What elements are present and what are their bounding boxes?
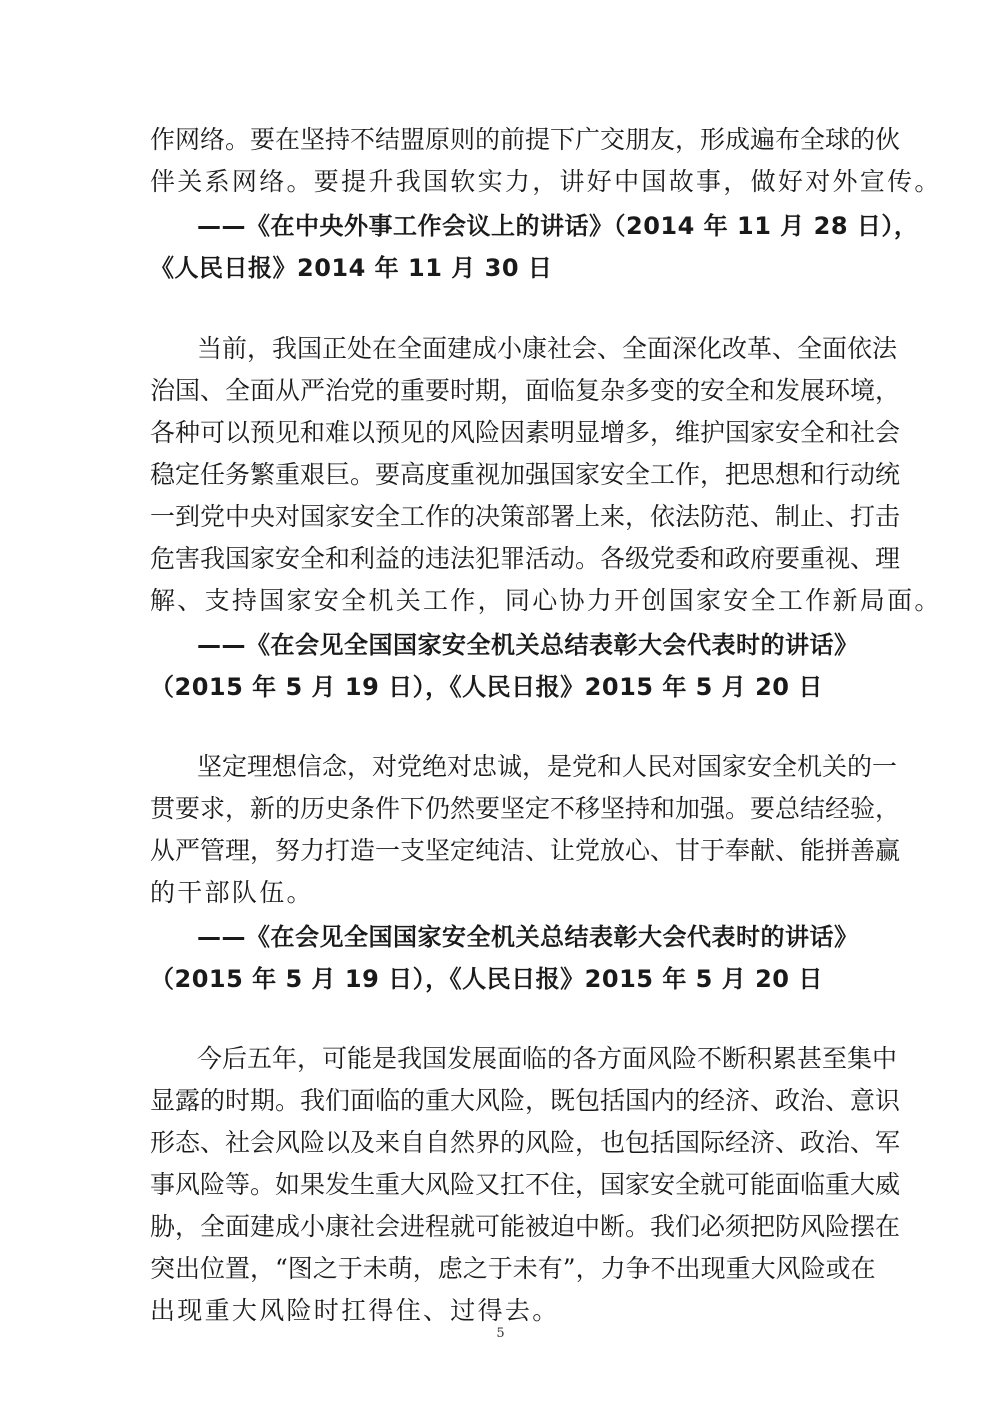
source-citation: （2015 年 5 月 19 日），《人民日报》2015 年 5 月 20 日	[150, 965, 823, 993]
source-citation: ——《在会见全国国家安全机关总结表彰大会代表时的讲话》	[197, 631, 859, 659]
source-citation: 《人民日报》2014 年 11 月 30 日	[150, 254, 553, 282]
source-citation: ——《在会见全国国家安全机关总结表彰大会代表时的讲话》	[197, 923, 859, 951]
text-line: 形态、社会风险以及来自自然界的风险，也包括国际经济、政治、军	[150, 1128, 901, 1157]
text-line: 危害我国家安全和利益的违法犯罪活动。各级党委和政府要重视、理	[150, 544, 901, 573]
text-line: 作网络。要在坚持不结盟原则的前提下广交朋友，形成遍布全球的伙	[150, 125, 901, 154]
text-line: 稳定任务繁重艰巨。要高度重视加强国家安全工作，把思想和行动统	[150, 460, 901, 489]
page-number: 5	[496, 1326, 505, 1341]
text-line: 各种可以预见和难以预见的风险因素明显增多，维护国家安全和社会	[150, 418, 901, 447]
text-line: 事风险等。如果发生重大风险又扛不住，国家安全就可能面临重大威	[150, 1170, 901, 1199]
text-line: 显露的时期。我们面临的重大风险，既包括国内的经济、政治、意识	[150, 1086, 901, 1115]
source-citation: （2015 年 5 月 19 日），《人民日报》2015 年 5 月 20 日	[150, 673, 823, 701]
text-line: 贯要求，新的历史条件下仍然要坚定不移坚持和加强。要总结经验，	[150, 794, 901, 823]
text-line: 治国、全面从严治党的重要时期，面临复杂多变的安全和发展环境，	[150, 376, 901, 405]
text-line: 伴关系网络。要提升我国软实力，讲好中国故事，做好对外宣传。	[150, 167, 942, 196]
text-line: 胁，全面建成小康社会进程就可能被迫中断。我们必须把防风险摆在	[150, 1212, 901, 1241]
text-line: 突出位置，“图之于未萌，虑之于未有”，力争不出现重大风险或在	[150, 1254, 876, 1283]
text-line: 的干部队伍。	[150, 878, 314, 907]
text-line: 一到党中央对国家安全工作的决策部署上来，依法防范、制止、打击	[150, 502, 901, 531]
text-line: 从严管理，努力打造一支坚定纯洁、让党放心、甘于奉献、能拼善赢	[150, 836, 901, 865]
text-line: 出现重大风险时扛得住、过得去。	[150, 1296, 560, 1325]
text-line: 当前，我国正处在全面建成小康社会、全面深化改革、全面依法	[197, 334, 898, 363]
text-line: 今后五年，可能是我国发展面临的各方面风险不断积累甚至集中	[197, 1044, 898, 1073]
source-citation: ——《在中央外事工作会议上的讲话》（2014 年 11 月 28 日），	[197, 212, 919, 240]
text-line: 坚定理想信念，对党绝对忠诚，是党和人民对国家安全机关的一	[197, 752, 898, 781]
text-line: 解、支持国家安全机关工作，同心协力开创国家安全工作新局面。	[150, 586, 942, 615]
